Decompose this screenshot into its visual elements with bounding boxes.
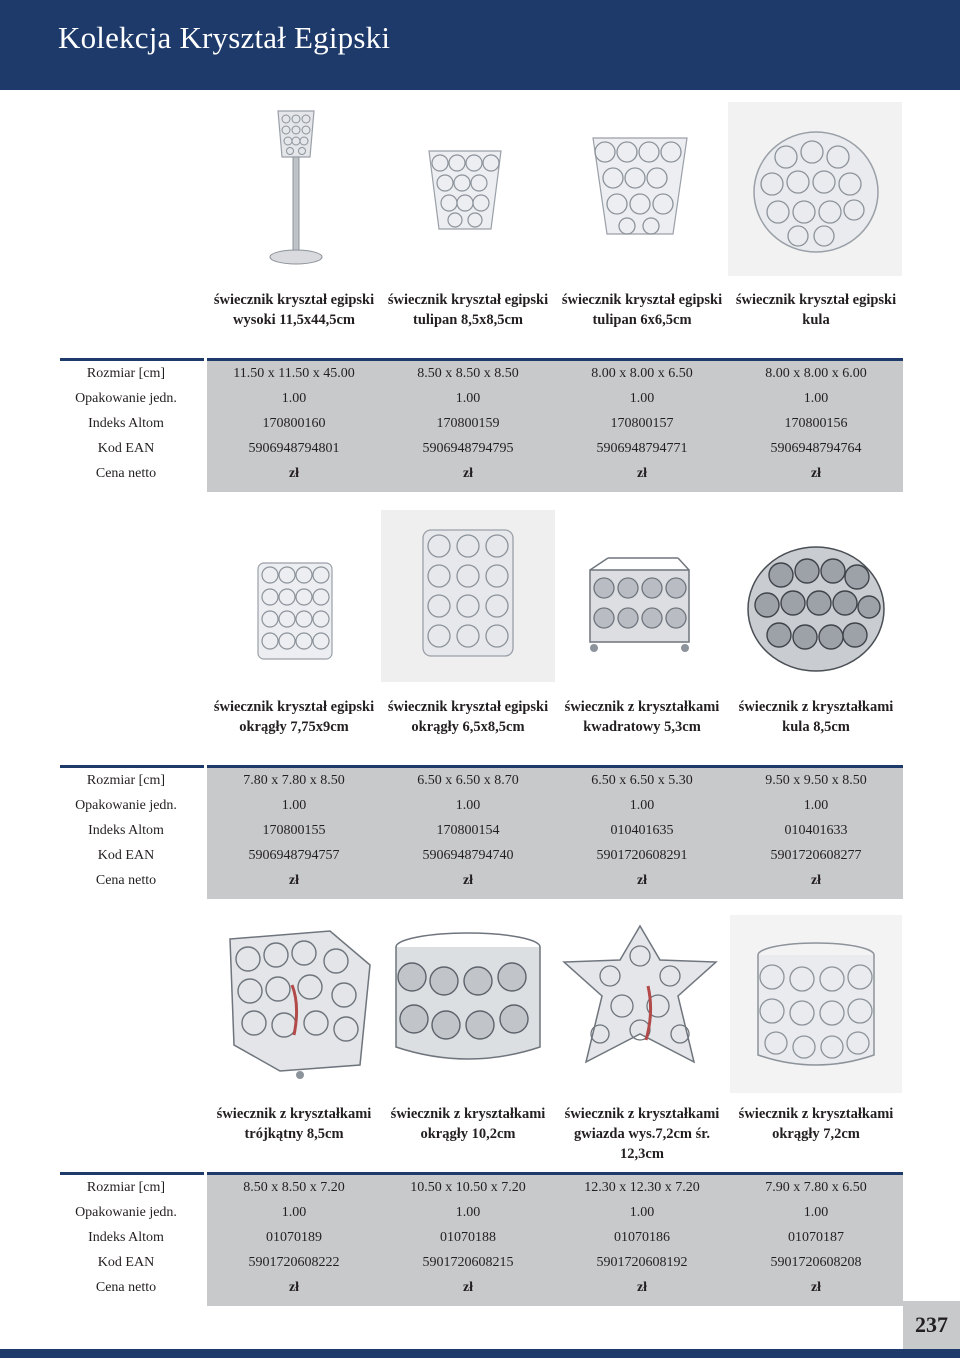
product-name [382,290,554,330]
spec-table [207,768,903,899]
product-name-line: świecznik z kryształkami [390,1106,546,1122]
pack-cell: 1.00 [803,1205,829,1220]
product-name [208,1104,380,1144]
product-name [730,1104,902,1144]
price-cell: zł [636,466,648,481]
ean-cell: 5901720608277 [770,848,862,863]
pack-cell: 1.00 [455,798,481,813]
row-labels [60,768,192,893]
price-cell: zł [636,1280,648,1295]
price-cell: zł [810,1280,822,1295]
ean-cell: 5901720608192 [596,1255,688,1270]
page-number: 237 [915,1312,948,1337]
size-cell: 10.50 x 10.50 x 7.20 [410,1180,526,1195]
ball-holder-image [728,102,902,276]
index-cell: 170800154 [436,823,500,838]
product-name [730,290,902,330]
tall-candlestick-image [258,105,334,270]
product-name-line: 12,3cm [620,1146,664,1162]
index-cell: 01070187 [788,1230,844,1245]
size-cell: 6.50 x 6.50 x 8.70 [417,773,519,788]
price-cell: zł [636,873,648,888]
size-cell: 6.50 x 6.50 x 5.30 [591,773,693,788]
price-cell: zł [810,466,822,481]
pack-cell: 1.00 [629,1205,655,1220]
row-labels [60,1175,192,1300]
product-name-line: kula [802,312,830,328]
row-label: Indeks Altom [88,416,164,431]
product-name-line: świecznik z kryształkami [738,1106,894,1122]
price-cell: zł [288,466,300,481]
product-name [208,290,380,330]
round-holder-tall-image [381,510,555,682]
ean-cell: 5901720608215 [422,1255,514,1270]
ean-cell: 5906948794740 [422,848,514,863]
page-title: Kolekcja Kryształ Egipski [58,20,391,55]
page-number-box [903,1301,960,1349]
pack-cell: 1.00 [455,391,481,406]
price-cell: zł [288,1280,300,1295]
product-name [208,697,380,737]
row-label: Opakowanie jedn. [75,391,177,406]
product-name-line: świecznik kryształ egipski [213,699,375,715]
ean-cell: 5906948794764 [770,441,862,456]
round-holder-image [252,555,338,667]
product-name-line: świecznik kryształ egipski [387,699,549,715]
product-name-line: kula 8,5cm [782,719,850,735]
size-cell: 9.50 x 9.50 x 8.50 [765,773,867,788]
ean-cell: 5901720608222 [248,1255,340,1270]
size-cell: 8.50 x 8.50 x 7.20 [243,1180,345,1195]
size-cell: 7.80 x 7.80 x 8.50 [243,773,345,788]
product-name-line: świecznik z kryształkami [738,699,894,715]
product-name-line: świecznik z kryształkami [216,1106,372,1122]
size-cell: 8.50 x 8.50 x 8.50 [417,366,519,381]
index-cell: 170800155 [262,823,326,838]
product-name-line: świecznik kryształ egipski [561,292,723,308]
size-cell: 11.50 x 11.50 x 45.00 [233,366,355,381]
product-name-line: okrągły 6,5x8,5cm [411,719,525,735]
price-cell: zł [462,1280,474,1295]
price-cell: zł [462,466,474,481]
index-cell: 170800159 [436,416,500,431]
size-cell: 12.30 x 12.30 x 7.20 [584,1180,700,1195]
ean-cell: 5901720608291 [596,848,688,863]
product-name-line: okrągły 7,75x9cm [239,719,349,735]
row-label: Kod EAN [97,441,155,456]
row-label: Opakowanie jedn. [75,798,177,813]
row-label: Indeks Altom [88,1230,164,1245]
spec-table [207,1175,903,1306]
ean-cell: 5906948794757 [248,848,340,863]
index-cell: 010401633 [784,823,848,838]
index-cell: 01070186 [614,1230,670,1245]
product-name-line: świecznik kryształ egipski [387,292,549,308]
tulip-holder-small-image [585,130,695,245]
tulip-holder-image [425,145,505,235]
ean-cell: 5901720608208 [770,1255,862,1270]
product-name-line: tulipan 6x6,5cm [592,312,692,328]
product-name-line: trójkątny 8,5cm [244,1126,344,1142]
pack-cell: 1.00 [629,391,655,406]
triangle-holder-image [220,925,380,1080]
row-label: Cena netto [95,873,157,888]
spec-table [207,361,903,492]
price-cell: zł [288,873,300,888]
size-cell: 8.00 x 8.00 x 6.50 [591,366,693,381]
product-name [556,1104,728,1164]
row-labels [60,361,192,486]
ball-holder-dark-image [745,545,887,673]
product-name-line: świecznik z kryształkami [564,1106,720,1122]
ean-cell: 5906948794795 [422,441,514,456]
price-cell: zł [462,873,474,888]
index-cell: 170800156 [784,416,848,431]
row-label: Cena netto [95,466,157,481]
row-label: Indeks Altom [88,823,164,838]
row-label: Kod EAN [97,1255,155,1270]
pack-cell: 1.00 [629,798,655,813]
star-holder-image [560,922,720,1082]
index-cell: 170800160 [262,416,326,431]
ean-cell: 5906948794771 [596,441,688,456]
product-name [556,290,728,330]
product-name [382,1104,554,1144]
size-cell: 7.90 x 7.80 x 6.50 [765,1180,867,1195]
ean-cell: 5906948794801 [248,441,340,456]
footer-bar [0,1349,960,1358]
product-name-line: wysoki 11,5x44,5cm [232,312,356,328]
product-name-line: okrągły 10,2cm [420,1126,516,1142]
pack-cell: 1.00 [455,1205,481,1220]
pack-cell: 1.00 [803,391,829,406]
row-label: Rozmiar [cm] [86,1180,166,1195]
page-header [0,0,960,90]
product-name-line: świecznik kryształ egipski [735,292,897,308]
product-name-line: świecznik z kryształkami [564,699,720,715]
pack-cell: 1.00 [281,391,307,406]
product-name [382,697,554,737]
index-cell: 01070189 [266,1230,322,1245]
product-name-line: świecznik kryształ egipski [213,292,375,308]
row-label: Rozmiar [cm] [86,773,166,788]
product-name [730,697,902,737]
size-cell: 8.00 x 8.00 x 6.00 [765,366,867,381]
product-name-line: kwadratowy 5,3cm [583,719,701,735]
round-holder-wide-image [388,927,548,1075]
product-name-line: tulipan 8,5x8,5cm [413,312,523,328]
pack-cell: 1.00 [281,1205,307,1220]
index-cell: 170800157 [610,416,674,431]
row-label: Cena netto [95,1280,157,1295]
square-holder-image [582,548,697,663]
row-label: Kod EAN [97,848,155,863]
index-cell: 010401635 [610,823,674,838]
price-cell: zł [810,873,822,888]
index-cell: 01070188 [440,1230,496,1245]
product-name-line: gwiazda wys.7,2cm śr. [573,1126,710,1142]
product-name [556,697,728,737]
pack-cell: 1.00 [803,798,829,813]
row-label: Rozmiar [cm] [86,366,166,381]
row-label: Opakowanie jedn. [75,1205,177,1220]
product-name-line: okrągły 7,2cm [772,1126,860,1142]
round-holder-white-image [730,915,902,1093]
pack-cell: 1.00 [281,798,307,813]
